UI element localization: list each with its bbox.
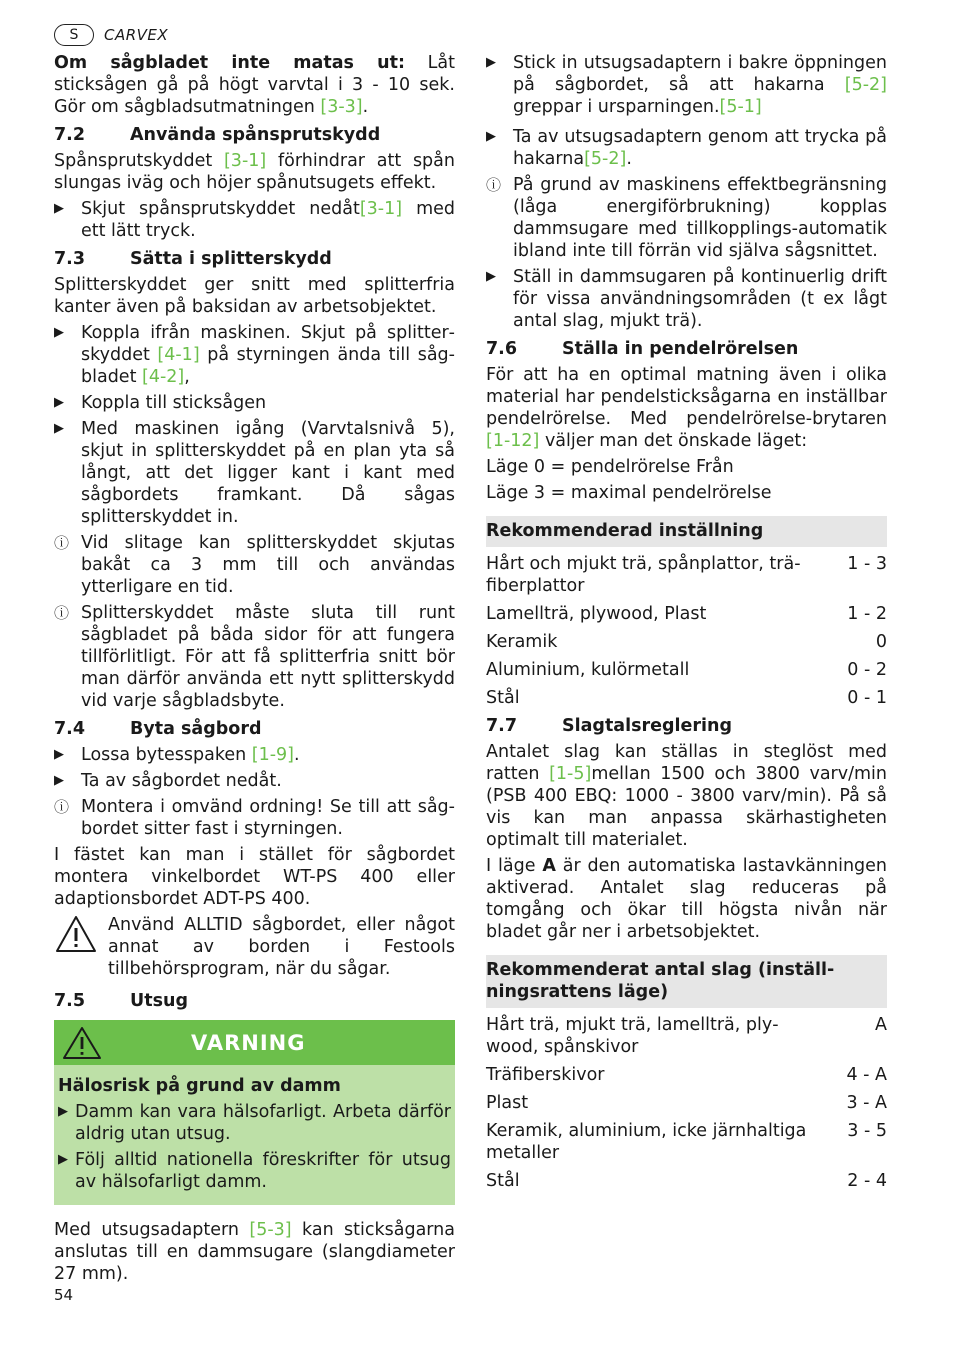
text: Spånsprutskyddet: [54, 151, 224, 171]
text: På grund av maskinens effektbegränsning (låga energiförbrukning) kopplas dammsugare med tillkopplings-automatik ibland inte till förrän vid själva sågsnittet.: [513, 175, 887, 261]
text: Montera i omvänd ordning! Se till att sågbordet sitter fast i styrningen.: [81, 797, 455, 839]
section-heading-7-5: [54, 990, 455, 1012]
section-number: 7.5: [54, 991, 86, 1011]
text: Damm kan vara hälsofarligt. Arbeta därför aldrig utan utsug.: [75, 1102, 451, 1144]
text: Antalet slag kan ställas in steglöst med ratten: [486, 742, 887, 784]
figure-ref: [4-2]: [142, 367, 185, 387]
text: mellan 1500 och 3800 varv/min (PSB 400 EBQ: 1000 - 3800 varv/min). På så vis kan man anpassa skärhastigheten optimalt till materialet.: [486, 764, 888, 850]
table-cell-material: Stål: [486, 1171, 520, 1191]
table-cell-value: 3 - A: [846, 1093, 887, 1113]
table-header: Rekommenderat antal slag (inställningsrattens läge): [486, 955, 887, 1008]
text: Med utsugsadaptern: [54, 1220, 250, 1240]
action-item: [54, 770, 455, 792]
warning-triangle-icon: [62, 1026, 102, 1060]
page-header: [54, 24, 168, 46]
info-item: [486, 174, 887, 262]
figure-ref: [5-2]: [584, 149, 627, 169]
section-heading-7-3: [54, 248, 455, 270]
section-title: Ställa in pendelrörelsen: [562, 339, 799, 359]
intro-bold: Om sågbladet inte matas ut:: [54, 53, 405, 73]
intro-text: Låt sticksågen gå på högt varvtal i 3 - 10 sek. Gör om sågbladsutmatningen: [54, 53, 455, 117]
paragraph: I fästet kan man i stället för sågbordet montera vinkelbordet WT-PS 400 eller adaptionsbordet ADT-PS 400.: [54, 845, 455, 909]
table-cell-value: A: [875, 1015, 887, 1035]
figure-ref: [1-12]: [486, 431, 540, 451]
warning-title: VARNING: [191, 1030, 306, 1055]
triangle-bullet-icon: ▶: [54, 773, 64, 788]
action-item: [54, 322, 455, 388]
table-cell-value: 0 - 2: [847, 660, 887, 680]
text: Följ alltid nationella föreskrifter för utsug av hälsofarligt damm.: [75, 1150, 451, 1192]
warning-item: [54, 1101, 455, 1145]
section-number: 7.6: [486, 339, 518, 359]
page-number: 54: [54, 1286, 74, 1304]
table-row: [486, 1014, 887, 1058]
section-number: 7.7: [486, 716, 518, 736]
table-cell-material: Hårt och mjukt trä, spånplattor, träfiberplattor: [486, 554, 801, 596]
table-cell-material: Keramik, aluminium, icke järnhaltiga metaller: [486, 1121, 807, 1163]
table-cell-material: Plast: [486, 1093, 529, 1113]
text: förhindrar att spån slungas iväg och höjer spånutsugets effekt.: [54, 151, 455, 193]
table-cell-material: Hårt trä, mjukt trä, lamellträ, plywood, spånskivor: [486, 1015, 779, 1057]
info-icon: ⓘ: [54, 798, 70, 816]
text: greppar i ursparningen.: [513, 97, 720, 117]
table-row: [486, 1092, 887, 1114]
intro-paragraph: [54, 52, 455, 118]
table-row: [486, 631, 887, 653]
figure-ref: [3-3]: [320, 97, 363, 117]
section-number: 7.4: [54, 719, 86, 739]
triangle-bullet-icon: ▶: [54, 747, 64, 762]
action-item: [54, 198, 455, 242]
text: I läge: [486, 856, 543, 876]
triangle-bullet-icon: ▶: [486, 129, 496, 144]
warning-box: [54, 1020, 455, 1205]
text: Ta av utsugsadaptern genom att trycka på hakarna: [513, 127, 887, 169]
text: är den automatiska lastavkänningen aktiverad. Antalet slag reduceras på tomgång och ökar till högsta nivån när bladet går ner i arbetsobjektet.: [486, 856, 888, 942]
table-cell-value: 3 - 5: [847, 1121, 887, 1141]
left-column: [54, 52, 455, 1289]
info-icon: ⓘ: [486, 176, 502, 194]
warning-text: Använd ALLTID sågbordet, eller något annat av borden i Festools tillbehörsprogram, när du sågar.: [108, 915, 455, 979]
brand-name: CARVEX: [104, 26, 169, 44]
triangle-bullet-icon: ▶: [54, 395, 64, 410]
figure-ref: [5-3]: [249, 1220, 292, 1240]
section-title: Utsug: [130, 991, 188, 1011]
triangle-bullet-icon: ▶: [486, 55, 496, 70]
info-item: [54, 532, 455, 598]
bold-text: A: [542, 856, 556, 876]
info-icon: ⓘ: [54, 534, 70, 552]
text: .: [294, 745, 300, 765]
warning-item: [54, 1149, 455, 1193]
action-item: [486, 126, 887, 170]
figure-ref: [4-1]: [157, 345, 200, 365]
text: på styrningen ända till sågbladet: [81, 345, 455, 387]
warning-triangle-icon: [54, 914, 98, 954]
figure-ref: [1-9]: [251, 745, 295, 765]
table-row: [486, 659, 887, 681]
warning-subtitle: Hälosrisk på grund av damm: [58, 1076, 341, 1096]
text: För att ha en optimal matning även i olika material har pendelsticksågarna en inställbar pendelrörelse. Med pendelrörelse-brytaren: [486, 365, 887, 429]
info-icon: ⓘ: [54, 604, 70, 622]
table-cell-material: Stål: [486, 688, 520, 708]
section-heading-7-7: [486, 715, 887, 737]
text: Ställ in dammsugaren på kontinuerlig drift för vissa användningsområden (t ex lågt antal slag, mjukt trä).: [513, 267, 887, 331]
triangle-bullet-icon: ▶: [54, 421, 64, 436]
section-number: 7.3: [54, 249, 86, 269]
info-item: [54, 602, 455, 712]
table-row: [486, 1064, 887, 1086]
action-item: [54, 418, 455, 528]
text: med ett lätt tryck.: [81, 199, 455, 241]
table-cell-material: Lamellträ, plywood, Plast: [486, 604, 707, 624]
table-row: [486, 1120, 887, 1164]
triangle-bullet-icon: ▶: [58, 1152, 68, 1167]
section-heading-7-4: [54, 718, 455, 740]
text: Skjut spånsprutskyddet nedåt: [81, 199, 360, 219]
warning-box-header: [54, 1020, 455, 1065]
figure-ref: [5-2]: [844, 75, 887, 95]
table-cell-value: 4 - A: [846, 1065, 887, 1085]
paragraph: [486, 741, 887, 851]
section-title: Använda spånsprutskydd: [130, 125, 381, 145]
paragraph: [486, 364, 887, 452]
text: ,: [184, 367, 190, 387]
section-title: Byta sågbord: [130, 719, 262, 739]
figure-ref: [5-1]: [719, 97, 762, 117]
table-row: [486, 603, 887, 625]
warning-note: [54, 914, 455, 984]
table-cell-material: Träfiberskivor: [486, 1065, 605, 1085]
section-title: Sätta i splitterskydd: [130, 249, 332, 269]
triangle-bullet-icon: ▶: [486, 269, 496, 284]
text: kan sticksågarna anslutas till en dammsugare (slangdiameter 27 mm).: [54, 1220, 455, 1284]
paragraph: Läge 3 = maximal pendelrörelse: [486, 483, 772, 503]
triangle-bullet-icon: ▶: [58, 1104, 68, 1119]
section-heading-7-2: [54, 124, 455, 146]
text: Vid slitage kan splitterskyddet skjutas bakåt ca 3 mm till och användas ytterligare en tid.: [81, 533, 455, 597]
section-title: Slagtalsreglering: [562, 716, 733, 736]
table-cell-value: 1 - 3: [847, 554, 887, 574]
text: Koppla ifrån maskinen. Skjut på splitterskyddet: [81, 323, 455, 365]
language-badge: S: [54, 24, 94, 46]
section-heading-7-6: [486, 338, 887, 360]
text: Splitterskyddet måste sluta till runt sågbladet på båda sidor för att fungera tillförlitligt. För att få splitterfria snitt bör man därför använda ett nytt splitterskydd vid varje sågbladsbyte.: [81, 603, 455, 711]
right-column: [486, 52, 887, 1198]
action-item: [486, 266, 887, 332]
figure-ref: [3-1]: [223, 151, 267, 171]
table-header: Rekommenderad inställning: [486, 516, 887, 547]
paragraph: Läge 0 = pendelrörelse Från: [486, 457, 734, 477]
paragraph: Splitterskyddet ger snitt med splitterfria kanter även på baksidan av arbetsobjektet.: [54, 275, 455, 317]
paragraph: [486, 855, 887, 943]
intro-end: .: [362, 97, 369, 117]
figure-ref: [1-5]: [549, 764, 592, 784]
text: Lossa bytesspaken: [81, 745, 252, 765]
section-number: 7.2: [54, 125, 86, 145]
paragraph: [54, 150, 455, 194]
paragraph: [54, 1219, 455, 1285]
text: Med maskinen igång (Varvtalsnivå 5), skjut in splitterskyddet på en plan yta så långt, att det ligger kant i kant med sågbordets framkant. Då sågas splitterskyddet in.: [81, 419, 455, 527]
triangle-bullet-icon: ▶: [54, 325, 64, 340]
figure-ref: [3-1]: [359, 199, 403, 219]
action-item: [54, 392, 455, 414]
table-cell-value: 0 - 1: [847, 688, 887, 708]
info-item: [54, 796, 455, 840]
triangle-bullet-icon: ▶: [54, 201, 64, 216]
table-cell-value: 1 - 2: [847, 604, 887, 624]
table-row: [486, 687, 887, 709]
text: Koppla till sticksågen: [81, 393, 267, 413]
text: Ta av sågbordet nedåt.: [81, 771, 282, 791]
table-cell-value: 0: [875, 632, 887, 652]
table-cell-value: 2 - 4: [847, 1171, 887, 1191]
action-item: [54, 744, 455, 766]
table-cell-material: Keramik: [486, 632, 558, 652]
text: Stick in utsugsadaptern i bakre öppningen på sågbordet, så att hakarna: [513, 53, 887, 95]
text: väljer man det önskade läget:: [539, 431, 808, 451]
table-row: [486, 553, 887, 597]
action-item: [486, 52, 887, 118]
table-cell-material: Aluminium, kulörmetall: [486, 660, 690, 680]
table-row: [486, 1170, 887, 1192]
text: .: [626, 149, 632, 169]
